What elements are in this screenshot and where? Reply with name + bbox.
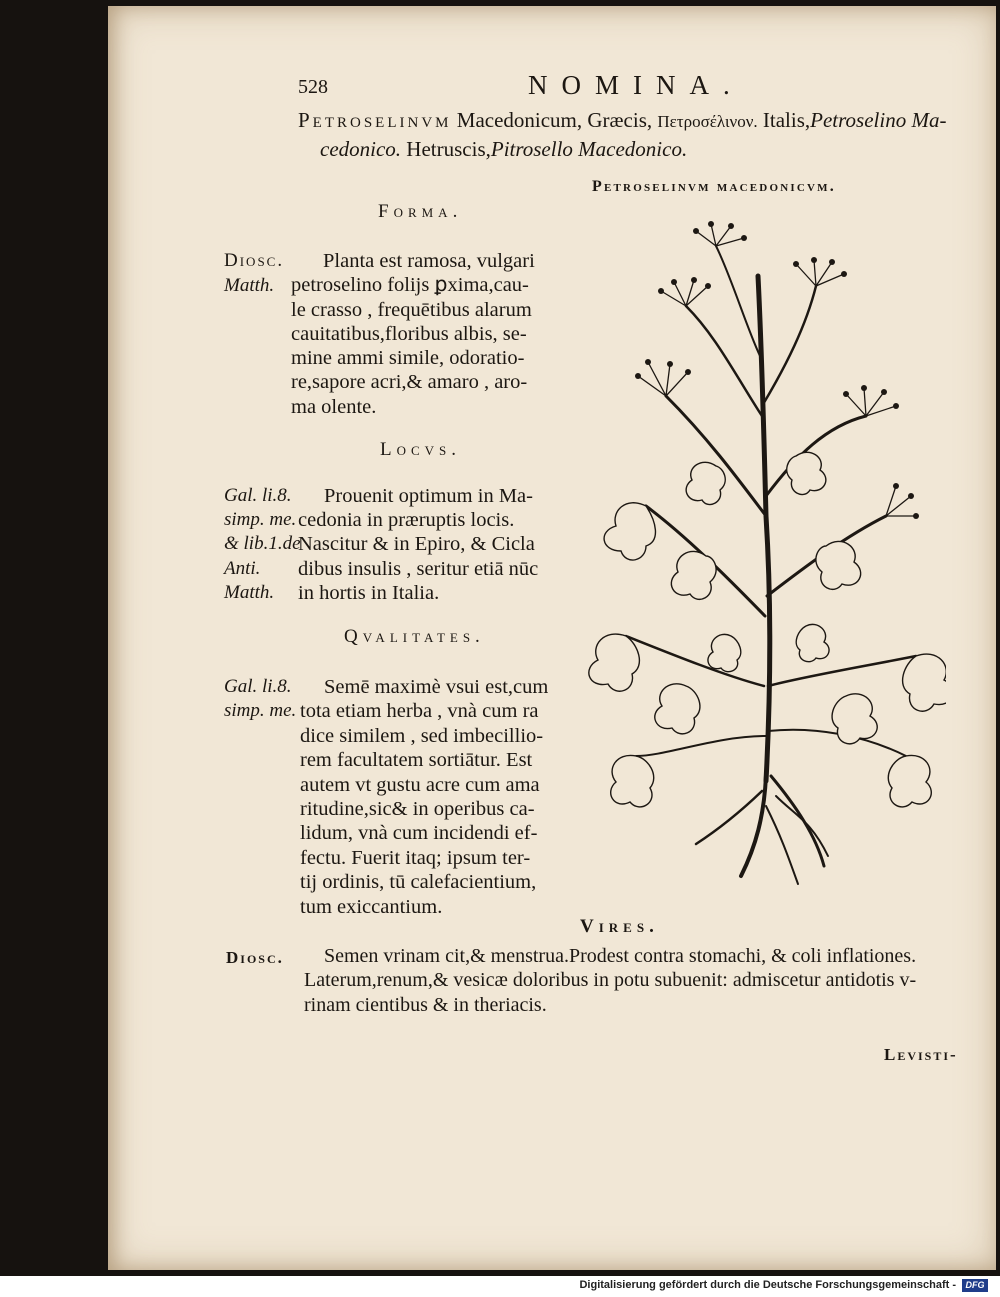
- text-line: Planta est ramosa, vulgari: [323, 250, 535, 272]
- margin-notes-locus: [224, 484, 301, 605]
- text-line: autem vt gustu acre cum ama: [300, 773, 540, 796]
- plant-woodcut-illustration: [566, 216, 946, 886]
- text-block-vires: [304, 944, 916, 1017]
- section-heading-qualitates: Qvalitates.: [344, 626, 485, 647]
- margin-note: simp. me.: [224, 509, 297, 531]
- text-line: Laterum,renum,& vesicæ doloribus in potu subuenit: admiscetur antidotis v-: [304, 969, 917, 992]
- text-line: rem facultatem sortiātur. Est: [300, 749, 533, 772]
- section-heading-locus: Locvs.: [380, 439, 462, 460]
- italian-name-cont: cedonico.: [320, 137, 402, 161]
- tuscan-name: Pitrosello Macedonico.: [490, 137, 688, 161]
- margin-note: Gal. li.8.: [224, 676, 292, 697]
- text-block-locus: [298, 484, 538, 605]
- entry-line-2: [320, 135, 687, 164]
- text-line: tij ordinis, tū calefacientium,: [300, 871, 537, 894]
- text-line: Semen vrinam cit,& menstrua.Prodest contra stomachi, & coli inflationes.: [324, 945, 917, 967]
- footer-bar: [0, 1276, 1000, 1297]
- margin-note: Matth.: [224, 274, 275, 296]
- text-line: dibus insulis , seritur etiā nūc: [298, 557, 539, 580]
- greek-name: Πετροσέλινον.: [657, 112, 758, 131]
- text-line: in hortis in Italia.: [298, 581, 440, 604]
- text-line: tota etiam herba , vnà cum ra: [300, 700, 539, 723]
- text-line: ritudine,sic& in operibus ca-: [300, 798, 535, 821]
- text-line: cauitatibus,floribus albis, se-: [291, 322, 527, 345]
- margin-note: simp. me.: [224, 700, 297, 722]
- text-line: lidum, vnà cum incidendi ef-: [300, 822, 538, 845]
- text-line: Semē maximè vsui est,cum: [324, 676, 549, 698]
- text-line: cedonia in præruptis locis.: [298, 509, 515, 532]
- entry-text: Italis,: [757, 108, 811, 132]
- text-line: petroselino folijs ꝑxima,cau-: [291, 274, 529, 297]
- text-line: re,sapore acri,& amaro , aro-: [291, 371, 528, 394]
- dfg-logo: DFG: [962, 1279, 988, 1292]
- entry-text: Macedonicum, Græcis,: [451, 108, 658, 132]
- text-line: Nascitur & in Epiro, & Cicla: [298, 533, 535, 556]
- text-line: Prouenit optimum in Ma-: [324, 485, 533, 507]
- text-line: mine ammi simile, odoratio-: [291, 347, 525, 370]
- margin-note: Gal. li.8.: [224, 485, 292, 506]
- margin-notes-qualitates: [224, 675, 296, 724]
- entry-text: Hetruscis,: [401, 137, 491, 161]
- text-line: tum exiccantium.: [300, 895, 443, 918]
- entry-name: Petroselinvm: [298, 108, 452, 132]
- catchword: Levisti-: [884, 1045, 958, 1064]
- funding-notice: Digitalisierung gefördert durch die Deutsche Forschungsgemeinschaft -: [579, 1279, 956, 1291]
- margin-note: Matth.: [224, 581, 275, 603]
- margin-note-vires: Diosc.: [226, 948, 284, 967]
- section-heading-forma: Forma.: [378, 201, 463, 222]
- margin-notes-forma: [224, 249, 284, 298]
- margin-note: Anti.: [224, 557, 261, 579]
- text-line: rinam cientibus & in theriacis.: [304, 993, 547, 1016]
- book-page: [108, 6, 996, 1270]
- text-block-forma: [291, 249, 535, 419]
- plant-title: Petroselinvm macedonicvm.: [592, 178, 836, 195]
- italian-name: Petroselino Ma-: [810, 108, 947, 132]
- text-line: dice similem , sed imbecillio-: [300, 724, 544, 747]
- entry-line-1: [298, 106, 946, 136]
- page-number: 528: [298, 76, 328, 98]
- text-block-qualitates: [300, 675, 548, 919]
- margin-note: & lib.1.de: [224, 533, 301, 555]
- margin-note: Diosc.: [224, 250, 285, 271]
- text-line: fectu. Fuerit itaq; ipsum ter-: [300, 846, 531, 869]
- text-line: ma olente.: [291, 395, 377, 418]
- text-line: le crasso , frequētibus alarum: [291, 298, 532, 321]
- section-heading-vires: Vires.: [580, 916, 659, 937]
- running-head: NOMINA.: [528, 70, 744, 100]
